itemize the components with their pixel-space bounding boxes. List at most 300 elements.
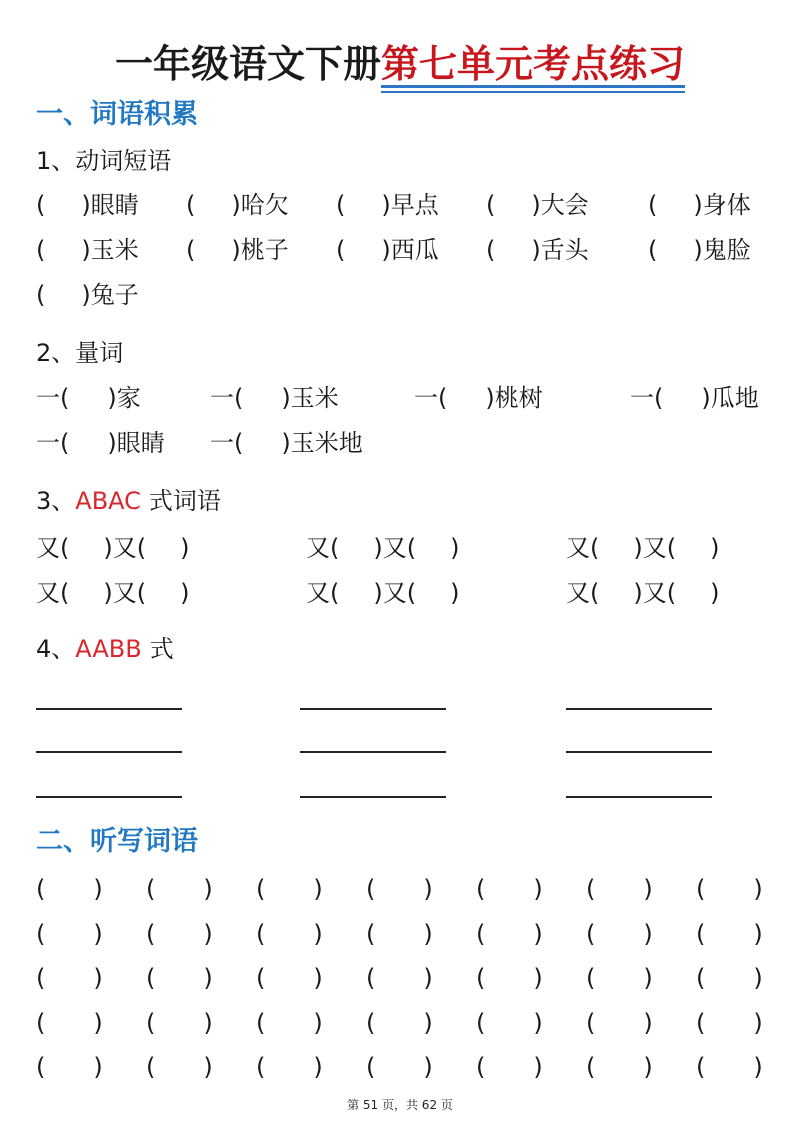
close-paren: ) bbox=[450, 534, 460, 562]
measure-word-item bbox=[210, 426, 363, 460]
dictation-paren bbox=[476, 872, 543, 906]
answer-line bbox=[300, 708, 446, 710]
q2-row bbox=[0, 426, 800, 460]
you-char: 又( bbox=[382, 579, 417, 607]
close-paren: ) bbox=[533, 875, 543, 903]
open-paren: ( bbox=[36, 1053, 46, 1081]
open-paren: ( bbox=[36, 1009, 46, 1037]
close-paren: ) bbox=[710, 579, 720, 607]
dictation-row bbox=[0, 917, 800, 951]
abac-paren bbox=[383, 576, 460, 610]
open-paren: ( bbox=[486, 191, 496, 219]
close-paren: ) bbox=[710, 534, 720, 562]
answer-paren bbox=[648, 233, 703, 267]
open-paren: ( bbox=[648, 191, 658, 219]
dictation-box bbox=[476, 961, 543, 995]
open-paren: ( bbox=[586, 875, 596, 903]
dictation-box bbox=[366, 961, 433, 995]
dictation-paren bbox=[696, 872, 763, 906]
answer-paren bbox=[648, 188, 703, 222]
open-paren: ( bbox=[648, 236, 658, 264]
open-paren: ( bbox=[476, 964, 486, 992]
close-paren: ) bbox=[313, 964, 323, 992]
open-paren: ( bbox=[336, 236, 346, 264]
abac-paren bbox=[113, 531, 190, 565]
dictation-box bbox=[476, 872, 543, 906]
phrase-word: 玉米 bbox=[90, 236, 139, 264]
close-paren: ) bbox=[643, 875, 653, 903]
close-paren: ) bbox=[203, 875, 213, 903]
dictation-paren bbox=[696, 917, 763, 951]
verb-phrase-item bbox=[336, 188, 439, 222]
q2-label: 2、量词 bbox=[36, 339, 124, 367]
close-paren: ) bbox=[633, 534, 643, 562]
dictation-paren bbox=[146, 917, 213, 951]
dictation-box bbox=[146, 872, 213, 906]
dictation-box bbox=[146, 917, 213, 951]
close-paren: ) bbox=[93, 875, 103, 903]
open-paren: ( bbox=[366, 875, 376, 903]
answer-paren bbox=[36, 233, 91, 267]
abac-item bbox=[36, 576, 190, 610]
abac-paren bbox=[113, 576, 190, 610]
close-paren: ) bbox=[533, 964, 543, 992]
open-paren: ( bbox=[336, 191, 346, 219]
dictation-paren bbox=[586, 917, 653, 951]
q3-label bbox=[36, 485, 221, 517]
close-paren: ) bbox=[373, 579, 383, 607]
open-paren: ( bbox=[696, 1009, 706, 1037]
answer-paren bbox=[414, 381, 495, 415]
close-paren: ) bbox=[423, 920, 433, 948]
answer-paren bbox=[486, 188, 541, 222]
dictation-paren bbox=[36, 917, 103, 951]
dictation-paren bbox=[36, 872, 103, 906]
answer-line bbox=[36, 708, 182, 710]
dictation-paren bbox=[586, 961, 653, 995]
verb-phrase-item bbox=[486, 188, 589, 222]
verb-phrase-item bbox=[186, 188, 289, 222]
open-paren: ( bbox=[36, 236, 46, 264]
answer-paren bbox=[36, 278, 91, 312]
dictation-paren bbox=[696, 961, 763, 995]
open-paren: ( bbox=[476, 1009, 486, 1037]
open-paren: ( bbox=[146, 1009, 156, 1037]
answer-paren bbox=[186, 188, 241, 222]
you-char: 又( bbox=[382, 534, 417, 562]
close-paren: ) bbox=[103, 534, 113, 562]
open-paren: ( bbox=[586, 964, 596, 992]
verb-phrase-item bbox=[648, 233, 751, 267]
abac-item bbox=[566, 531, 720, 565]
close-paren: ) bbox=[231, 236, 241, 264]
q3-label-rest: 式词语 bbox=[148, 487, 221, 515]
dictation-row bbox=[0, 961, 800, 995]
close-paren: ) bbox=[753, 1053, 763, 1081]
dictation-paren bbox=[696, 1050, 763, 1084]
abac-item bbox=[306, 531, 460, 565]
open-paren: ( bbox=[256, 964, 266, 992]
dictation-box bbox=[146, 1050, 213, 1084]
close-paren: ) bbox=[103, 579, 113, 607]
close-paren: ) bbox=[423, 1053, 433, 1081]
open-paren: ( bbox=[36, 191, 46, 219]
dictation-box bbox=[476, 1050, 543, 1084]
dictation-box bbox=[256, 961, 323, 995]
dictation-paren bbox=[36, 1006, 103, 1040]
answer-line bbox=[566, 751, 712, 753]
q3-row bbox=[0, 576, 800, 610]
answer-paren bbox=[36, 381, 117, 415]
phrase-word: 身体 bbox=[702, 191, 751, 219]
close-paren: ) bbox=[373, 534, 383, 562]
dictation-box bbox=[586, 1050, 653, 1084]
close-paren: ) bbox=[281, 429, 291, 457]
dictation-paren bbox=[586, 872, 653, 906]
dictation-paren bbox=[256, 1050, 323, 1084]
page-footer: 第 51 页，共 62 页 bbox=[347, 1098, 453, 1112]
prefix-yi: 一( bbox=[414, 384, 448, 412]
close-paren: ) bbox=[533, 1009, 543, 1037]
close-paren: ) bbox=[531, 236, 541, 264]
dictation-box bbox=[696, 917, 763, 951]
measure-word-item bbox=[630, 381, 759, 415]
open-paren: ( bbox=[366, 1009, 376, 1037]
abac-paren bbox=[36, 531, 113, 565]
close-paren: ) bbox=[313, 920, 323, 948]
close-paren: ) bbox=[423, 1009, 433, 1037]
abac-paren bbox=[306, 576, 383, 610]
noun-word: 桃树 bbox=[494, 384, 543, 412]
phrase-word: 西瓜 bbox=[390, 236, 439, 264]
dictation-paren bbox=[36, 1050, 103, 1084]
verb-phrase-item bbox=[486, 233, 589, 267]
open-paren: ( bbox=[146, 964, 156, 992]
phrase-word: 眼睛 bbox=[90, 191, 139, 219]
close-paren: ) bbox=[381, 191, 391, 219]
dictation-paren bbox=[696, 1006, 763, 1040]
open-paren: ( bbox=[476, 920, 486, 948]
dictation-paren bbox=[36, 961, 103, 995]
open-paren: ( bbox=[586, 1009, 596, 1037]
dictation-box bbox=[256, 872, 323, 906]
dictation-box bbox=[366, 917, 433, 951]
open-paren: ( bbox=[146, 875, 156, 903]
noun-word: 瓜地 bbox=[710, 384, 759, 412]
dictation-box bbox=[696, 1050, 763, 1084]
dictation-box bbox=[146, 961, 213, 995]
answer-line bbox=[36, 751, 182, 753]
close-paren: ) bbox=[753, 920, 763, 948]
dictation-row bbox=[0, 872, 800, 906]
abac-paren bbox=[643, 576, 720, 610]
phrase-word: 大会 bbox=[540, 191, 589, 219]
section2-heading: 二、听写词语 bbox=[36, 826, 198, 857]
close-paren: ) bbox=[81, 281, 91, 309]
answer-line bbox=[300, 751, 446, 753]
close-paren: ) bbox=[693, 191, 703, 219]
dictation-box bbox=[696, 1006, 763, 1040]
dictation-box bbox=[36, 1050, 103, 1084]
q4-label bbox=[36, 633, 174, 665]
you-char: 又( bbox=[36, 579, 70, 607]
dictation-box bbox=[366, 1006, 433, 1040]
open-paren: ( bbox=[146, 1053, 156, 1081]
close-paren: ) bbox=[81, 236, 91, 264]
q4-label-pattern: AABB bbox=[75, 635, 142, 663]
measure-word-item bbox=[36, 426, 165, 460]
dictation-box bbox=[256, 917, 323, 951]
q1-row bbox=[0, 233, 800, 267]
q1-row bbox=[0, 188, 800, 222]
abac-paren bbox=[36, 576, 113, 610]
dictation-box bbox=[36, 1006, 103, 1040]
dictation-box bbox=[146, 1006, 213, 1040]
answer-paren bbox=[336, 188, 391, 222]
verb-phrase-item bbox=[648, 188, 751, 222]
dictation-box bbox=[586, 917, 653, 951]
dictation-paren bbox=[476, 1006, 543, 1040]
phrase-word: 早点 bbox=[390, 191, 439, 219]
phrase-word: 哈欠 bbox=[240, 191, 289, 219]
measure-word-item bbox=[414, 381, 543, 415]
noun-word: 家 bbox=[116, 384, 141, 412]
you-char: 又( bbox=[306, 534, 340, 562]
open-paren: ( bbox=[366, 1053, 376, 1081]
page-title bbox=[0, 40, 800, 90]
dictation-row bbox=[0, 1050, 800, 1084]
answer-paren bbox=[36, 426, 117, 460]
measure-word-item bbox=[36, 381, 141, 415]
phrase-word: 桃子 bbox=[240, 236, 289, 264]
open-paren: ( bbox=[696, 920, 706, 948]
close-paren: ) bbox=[281, 384, 291, 412]
open-paren: ( bbox=[586, 920, 596, 948]
close-paren: ) bbox=[633, 579, 643, 607]
close-paren: ) bbox=[203, 920, 213, 948]
close-paren: ) bbox=[313, 1053, 323, 1081]
prefix-yi: 一( bbox=[630, 384, 664, 412]
close-paren: ) bbox=[81, 191, 91, 219]
dictation-box bbox=[36, 961, 103, 995]
close-paren: ) bbox=[423, 964, 433, 992]
close-paren: ) bbox=[643, 964, 653, 992]
dictation-paren bbox=[146, 1006, 213, 1040]
q3-label-pattern: ABAC bbox=[75, 487, 141, 515]
dictation-paren bbox=[256, 872, 323, 906]
close-paren: ) bbox=[231, 191, 241, 219]
you-char: 又( bbox=[36, 534, 70, 562]
dictation-paren bbox=[146, 872, 213, 906]
close-paren: ) bbox=[450, 579, 460, 607]
answer-line bbox=[300, 796, 446, 798]
dictation-paren bbox=[366, 917, 433, 951]
you-char: 又( bbox=[642, 534, 677, 562]
title-red-underlined: 第七单元考点练习 bbox=[381, 40, 685, 90]
you-char: 又( bbox=[566, 534, 600, 562]
abac-paren bbox=[643, 531, 720, 565]
close-paren: ) bbox=[180, 579, 190, 607]
close-paren: ) bbox=[701, 384, 711, 412]
close-paren: ) bbox=[533, 1053, 543, 1081]
dictation-box bbox=[36, 872, 103, 906]
dictation-paren bbox=[476, 917, 543, 951]
close-paren: ) bbox=[381, 236, 391, 264]
answer-paren bbox=[210, 426, 291, 460]
answer-paren bbox=[210, 381, 291, 415]
open-paren: ( bbox=[586, 1053, 596, 1081]
dictation-box bbox=[586, 961, 653, 995]
measure-word-item bbox=[210, 381, 339, 415]
close-paren: ) bbox=[643, 1053, 653, 1081]
phrase-word: 舌头 bbox=[540, 236, 589, 264]
open-paren: ( bbox=[256, 1053, 266, 1081]
open-paren: ( bbox=[486, 236, 496, 264]
open-paren: ( bbox=[36, 920, 46, 948]
close-paren: ) bbox=[93, 920, 103, 948]
open-paren: ( bbox=[476, 1053, 486, 1081]
dictation-paren bbox=[146, 961, 213, 995]
dictation-box bbox=[696, 961, 763, 995]
dictation-box bbox=[476, 1006, 543, 1040]
you-char: 又( bbox=[642, 579, 677, 607]
dictation-paren bbox=[146, 1050, 213, 1084]
dictation-row bbox=[0, 1006, 800, 1040]
dictation-box bbox=[696, 872, 763, 906]
dictation-paren bbox=[586, 1050, 653, 1084]
dictation-paren bbox=[256, 917, 323, 951]
close-paren: ) bbox=[753, 964, 763, 992]
verb-phrase-item bbox=[36, 188, 139, 222]
abac-item bbox=[566, 576, 720, 610]
q3-row bbox=[0, 531, 800, 565]
open-paren: ( bbox=[696, 1053, 706, 1081]
answer-line bbox=[566, 796, 712, 798]
open-paren: ( bbox=[256, 875, 266, 903]
prefix-yi: 一( bbox=[36, 384, 70, 412]
dictation-box bbox=[256, 1050, 323, 1084]
close-paren: ) bbox=[107, 384, 117, 412]
noun-word: 眼睛 bbox=[116, 429, 165, 457]
dictation-paren bbox=[366, 1006, 433, 1040]
close-paren: ) bbox=[643, 1009, 653, 1037]
abac-paren bbox=[383, 531, 460, 565]
q4-label-rest: 式 bbox=[149, 635, 174, 663]
phrase-word: 鬼脸 bbox=[702, 236, 751, 264]
close-paren: ) bbox=[180, 534, 190, 562]
open-paren: ( bbox=[36, 875, 46, 903]
dictation-box bbox=[36, 917, 103, 951]
close-paren: ) bbox=[533, 920, 543, 948]
abac-item bbox=[306, 576, 460, 610]
answer-paren bbox=[186, 233, 241, 267]
verb-phrase-item bbox=[36, 233, 139, 267]
answer-paren bbox=[336, 233, 391, 267]
dictation-paren bbox=[476, 1050, 543, 1084]
answer-paren bbox=[36, 188, 91, 222]
dictation-paren bbox=[256, 961, 323, 995]
open-paren: ( bbox=[36, 281, 46, 309]
open-paren: ( bbox=[696, 875, 706, 903]
abac-paren bbox=[566, 531, 643, 565]
title-black: 一年级语文下册 bbox=[114, 42, 381, 86]
close-paren: ) bbox=[753, 875, 763, 903]
close-paren: ) bbox=[313, 1009, 323, 1037]
abac-item bbox=[36, 531, 190, 565]
open-paren: ( bbox=[256, 920, 266, 948]
dictation-paren bbox=[366, 872, 433, 906]
open-paren: ( bbox=[696, 964, 706, 992]
close-paren: ) bbox=[485, 384, 495, 412]
open-paren: ( bbox=[186, 191, 196, 219]
you-char: 又( bbox=[306, 579, 340, 607]
close-paren: ) bbox=[643, 920, 653, 948]
open-paren: ( bbox=[366, 920, 376, 948]
q4-label-num: 4、 bbox=[36, 635, 76, 663]
dictation-box bbox=[366, 872, 433, 906]
open-paren: ( bbox=[366, 964, 376, 992]
section1-heading: 一、词语积累 bbox=[36, 99, 198, 130]
dictation-paren bbox=[256, 1006, 323, 1040]
close-paren: ) bbox=[203, 1053, 213, 1081]
dictation-box bbox=[586, 1006, 653, 1040]
q2-row bbox=[0, 381, 800, 415]
phrase-word: 兔子 bbox=[90, 281, 139, 309]
dictation-box bbox=[366, 1050, 433, 1084]
prefix-yi: 一( bbox=[210, 384, 244, 412]
abac-paren bbox=[566, 576, 643, 610]
dictation-paren bbox=[366, 961, 433, 995]
dictation-paren bbox=[366, 1050, 433, 1084]
you-char: 又( bbox=[112, 579, 147, 607]
dictation-box bbox=[256, 1006, 323, 1040]
abac-paren bbox=[306, 531, 383, 565]
dictation-box bbox=[586, 872, 653, 906]
prefix-yi: 一( bbox=[36, 429, 70, 457]
dictation-box bbox=[476, 917, 543, 951]
q1-row bbox=[0, 278, 800, 312]
verb-phrase-item bbox=[336, 233, 439, 267]
noun-word: 玉米 bbox=[290, 384, 339, 412]
answer-line bbox=[566, 708, 712, 710]
close-paren: ) bbox=[93, 1053, 103, 1081]
you-char: 又( bbox=[566, 579, 600, 607]
noun-word: 玉米地 bbox=[290, 429, 363, 457]
dictation-paren bbox=[476, 961, 543, 995]
open-paren: ( bbox=[36, 964, 46, 992]
answer-paren bbox=[630, 381, 711, 415]
verb-phrase-item bbox=[36, 278, 139, 312]
dictation-paren bbox=[586, 1006, 653, 1040]
close-paren: ) bbox=[423, 875, 433, 903]
prefix-yi: 一( bbox=[210, 429, 244, 457]
verb-phrase-item bbox=[186, 233, 289, 267]
close-paren: ) bbox=[93, 1009, 103, 1037]
q3-label-num: 3、 bbox=[36, 487, 76, 515]
q1-label: 1、动词短语 bbox=[36, 147, 172, 175]
close-paren: ) bbox=[313, 875, 323, 903]
close-paren: ) bbox=[753, 1009, 763, 1037]
close-paren: ) bbox=[107, 429, 117, 457]
open-paren: ( bbox=[146, 920, 156, 948]
close-paren: ) bbox=[93, 964, 103, 992]
open-paren: ( bbox=[256, 1009, 266, 1037]
open-paren: ( bbox=[186, 236, 196, 264]
close-paren: ) bbox=[693, 236, 703, 264]
close-paren: ) bbox=[203, 1009, 213, 1037]
close-paren: ) bbox=[203, 964, 213, 992]
you-char: 又( bbox=[112, 534, 147, 562]
